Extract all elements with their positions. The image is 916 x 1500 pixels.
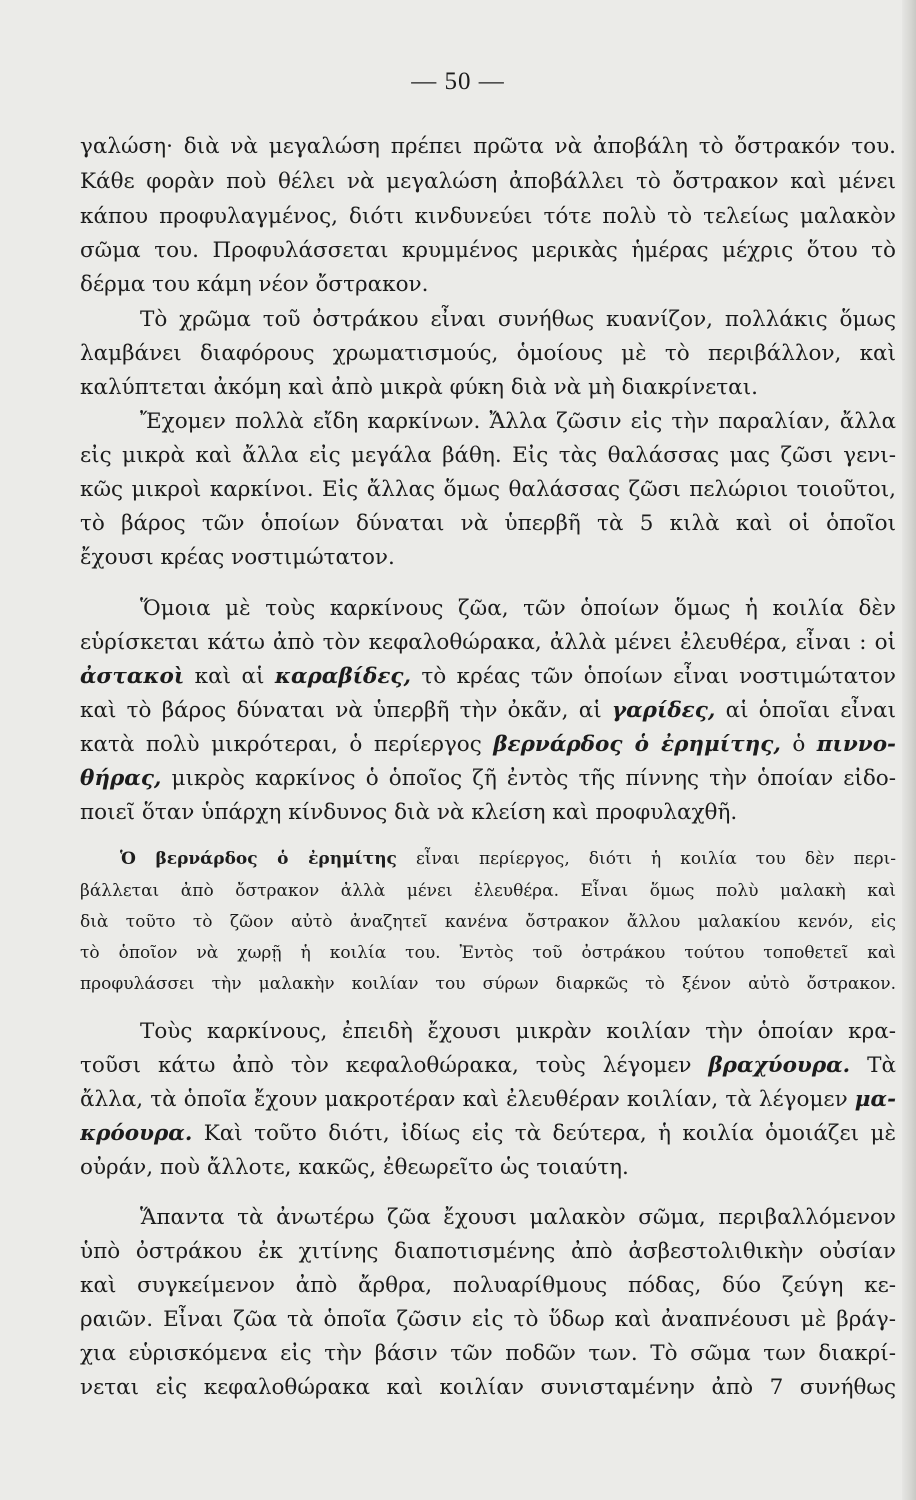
small-text-line: διὰ τοῦτο τὸ ζῶον αὐτὸ ἀναζητεῖ κανένα ὄστρακον ἄλλου μαλακίου κενόν, εἰς: [80, 912, 896, 932]
text-line: κῶς μικροὶ καρκίνοι. Εἰς ἄλλας ὅμως θαλάσσας ζῶσι πελώριοι τοιοῦτοι,: [80, 477, 896, 502]
text-line: ὑπὸ ὀστράκου ἐκ χιτίνης διαποτισμένης ἀπὸ ἀσβεστολιθικὴν οὐσίαν: [80, 1239, 896, 1264]
text-line: εἰς μικρὰ καὶ ἄλλα εἰς μεγάλα βάθη. Εἰς τὰς θαλάσσας μας ζῶσι γενι-: [80, 443, 896, 468]
text-line: ἔχουσι κρέας νοστιμώτατον.: [80, 545, 395, 570]
text-line: εὑρίσκεται κάτω ἀπὸ τὸν κεφαλοθώρακα, ἀλλὰ μένει ἐλευθέρα, εἶναι : οἱ: [80, 630, 896, 655]
small-text-line: προφυλάσσει τὴν μαλακὴν κοιλίαν του σύρων διαρκῶς τὸ ξένον αὐτὸ ὄστρακον.: [80, 974, 896, 994]
term-vernardos: βερνάρδος ὁ ἐρημίτης,: [493, 732, 781, 757]
text-line: Ἅπαντα τὰ ἀνωτέρω ζῶα ἔχουσι μαλακὸν σῶμα, περιβαλλόμενον: [140, 1205, 896, 1230]
text-line: ραιῶν. Εἶναι ζῶα τὰ ὁποῖα ζῶσιν εἰς τὸ ὕδωρ καὶ ἀναπνέουσι μὲ βράγ-: [80, 1307, 896, 1332]
text-line: δέρμα του κάμη νέον ὄστρακον.: [80, 272, 429, 297]
text-line: τὸ βάρος τῶν ὁποίων δύναται νὰ ὑπερβῆ τὰ 5 κιλὰ καὶ οἱ ὁποῖοι: [80, 511, 896, 536]
page-number: — 50 —: [411, 68, 505, 95]
text-line: γαλώση· διὰ νὰ μεγαλώση πρέπει πρῶτα νὰ ἀποβάλη τὸ ὄστρακόν του.: [80, 134, 896, 159]
text-line: Τὸ χρῶμα τοῦ ὀστράκου εἶναι συνήθως κυανίζον, πολλάκις ὅμως: [140, 307, 896, 332]
text-line: Ὅμοια μὲ τοὺς καρκίνους ζῶα, τῶν ὁποίων ὅμως ἡ κοιλία δὲν: [140, 596, 896, 621]
small-text-line: βάλλεται ἀπὸ ὄστρακον ἀλλὰ μένει ἐλευθέρα. Εἶναι ὅμως πολὺ μαλακὴ καὶ: [80, 881, 896, 901]
text-line: καὶ τὸ βάρος δύναται νὰ ὑπερβῆ τὴν ὀκᾶν, αἱ γαρίδες, αἱ ὁποῖαι εἶναι: [80, 698, 896, 723]
term-pinno: πιννο-: [816, 732, 896, 757]
text-line: χια εὑρισκόμενα εἰς τὴν βάσιν τῶν ποδῶν των. Τὸ σῶμα των διακρί-: [80, 1341, 896, 1366]
text-line: καλύπτεται ἀκόμη καὶ ἀπὸ μικρὰ φύκη διὰ νὰ μὴ διακρίνεται.: [80, 375, 758, 400]
text-line: Τοὺς καρκίνους, ἐπειδὴ ἔχουσι μικρὰν κοιλίαν τὴν ὁποίαν κρα-: [140, 1019, 896, 1044]
note-heading: Ὁ βερνάρδος ὁ ἐρημίτης: [120, 849, 397, 869]
term-astakoi: ἀστακοὶ: [80, 664, 185, 689]
small-text-line: τὸ ὁποῖον νὰ χωρῇ ἡ κοιλία του. Ἐντὸς τοῦ ὀστράκου τούτου τοποθετεῖ καὶ: [80, 943, 896, 963]
page-edge-shadow: [902, 0, 916, 1500]
text-line: Κάθε φορὰν ποὺ θέλει νὰ μεγαλώση ἀποβάλλει τὸ ὄστρακον καὶ μένει: [80, 169, 896, 194]
text-line: καὶ συγκείμενον ἀπὸ ἄρθρα, πολυαρίθμους πόδας, δύο ζεύγη κε-: [80, 1273, 896, 1298]
term-theras: θήρας,: [80, 766, 162, 791]
text-line: σῶμα του. Προφυλάσσεται κρυμμένος μερικὰς ἡμέρας μέχρις ὅτου τὸ: [80, 238, 896, 263]
term-karavides: καραβίδες,: [274, 664, 411, 689]
text-line: ἀστακοὶ καὶ αἱ καραβίδες, τὸ κρέας τῶν ὁποίων εἶναι νοστιμώτατον: [80, 664, 896, 689]
text-line: λαμβάνει διαφόρους χρωματισμούς, ὁμοίους μὲ τὸ περιβάλλον, καὶ: [80, 341, 896, 366]
term-garides: γαρίδες,: [611, 698, 716, 723]
text-line: ποιεῖ ὅταν ὑπάρχη κίνδυνος διὰ νὰ κλείση καὶ προφυλαχθῆ.: [80, 800, 738, 825]
text-line: Ἔχομεν πολλὰ εἴδη καρκίνων. Ἄλλα ζῶσιν εἰς τὴν παραλίαν, ἄλλα: [140, 409, 896, 434]
text-line: κάπου προφυλαγμένος, διότι κινδυνεύει τότε πολὺ τὸ τελείως μαλακὸν: [80, 204, 896, 229]
text-line: ἄλλα, τὰ ὁποῖα ἔχουν μακροτέραν καὶ ἐλευθέραν κοιλίαν, τὰ λέγομεν μα-: [80, 1087, 896, 1112]
term-ma: μα-: [854, 1087, 896, 1112]
text-line: κρόουρα. Καὶ τοῦτο διότι, ἰδίως εἰς τὰ δεύτερα, ἡ κοιλία ὁμοιάζει μὲ: [80, 1121, 896, 1146]
term-brachyoura: βραχύουρα.: [708, 1053, 851, 1078]
text-line: οὐράν, ποὺ ἄλλοτε, κακῶς, ἐθεωρεῖτο ὡς τοιαύτη.: [80, 1155, 629, 1180]
text-line: κατὰ πολὺ μικρότεραι, ὁ περίεργος βερνάρδος ὁ ἐρημίτης, ὁ πιννο-: [80, 732, 896, 757]
text-line: νεται εἰς κεφαλοθώρακα καὶ κοιλίαν συνισταμένην ἀπὸ 7 συνήθως: [80, 1375, 896, 1400]
text-line: τοῦσι κάτω ἀπὸ τὸν κεφαλοθώρακα, τοὺς λέγομεν βραχύουρα. Τὰ: [80, 1053, 896, 1078]
small-text-line: Ὁ βερνάρδος ὁ ἐρημίτης εἶναι περίεργος, διότι ἡ κοιλία του δὲν περι-: [120, 849, 896, 869]
text-line: θήρας, μικρὸς καρκίνος ὁ ὁποῖος ζῆ ἐντὸς τῆς πίννης τὴν ὁποίαν εἰδο-: [80, 766, 896, 791]
term-kroura: κρόουρα.: [80, 1121, 193, 1146]
